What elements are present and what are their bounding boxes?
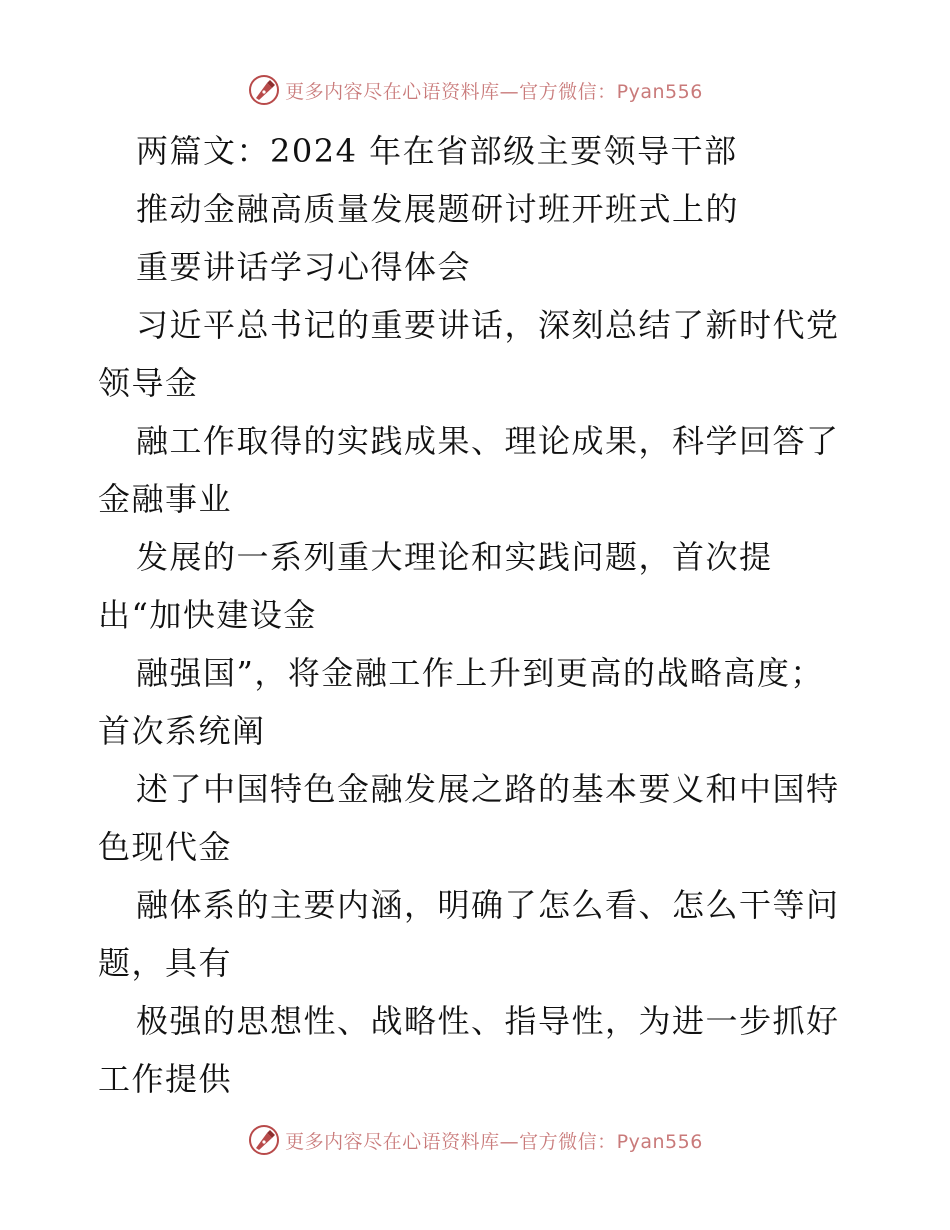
text-line: 两篇文：2024 年在省部级主要领导干部 (136, 132, 738, 170)
text-line: 重要讲话学习心得体会 (136, 248, 472, 286)
text-line: 出“加快建设金 (98, 596, 317, 634)
text-line: 融工作取得的实践成果、理论成果，科学回答了 (136, 422, 840, 460)
pen-nib-icon (247, 73, 281, 107)
text-line: 色现代金 (98, 828, 233, 866)
document-body (98, 122, 878, 1108)
banner-text: 更多内容尽在心语资料库—官方微信：Pyan556 (285, 80, 703, 103)
text-line: 首次系统阐 (98, 712, 266, 750)
text-line: 习近平总书记的重要讲话，深刻总结了新时代党 (136, 306, 840, 344)
header-watermark-banner (0, 70, 950, 110)
text-line: 融体系的主要内涵，明确了怎么看、怎么干等问 (136, 886, 840, 924)
footer-watermark-banner (0, 1120, 950, 1160)
text-line: 极强的思想性、战略性、指导性，为进一步抓好 (136, 1002, 840, 1040)
text-line: 融强国”，将金融工作上升到更高的战略高度； (136, 654, 824, 692)
pen-nib-icon (247, 1123, 281, 1157)
text-line: 推动金融高质量发展题研讨班开班式上的 (136, 190, 740, 228)
banner-text: 更多内容尽在心语资料库—官方微信：Pyan556 (285, 1130, 703, 1153)
text-line: 金融事业 (98, 480, 233, 518)
text-line: 题，具有 (98, 944, 233, 982)
text-line: 工作提供 (98, 1060, 233, 1098)
text-line: 述了中国特色金融发展之路的基本要义和中国特 (136, 770, 840, 808)
text-line: 发展的一系列重大理论和实践问题，首次提 (136, 538, 773, 576)
text-line: 领导金 (98, 364, 199, 402)
